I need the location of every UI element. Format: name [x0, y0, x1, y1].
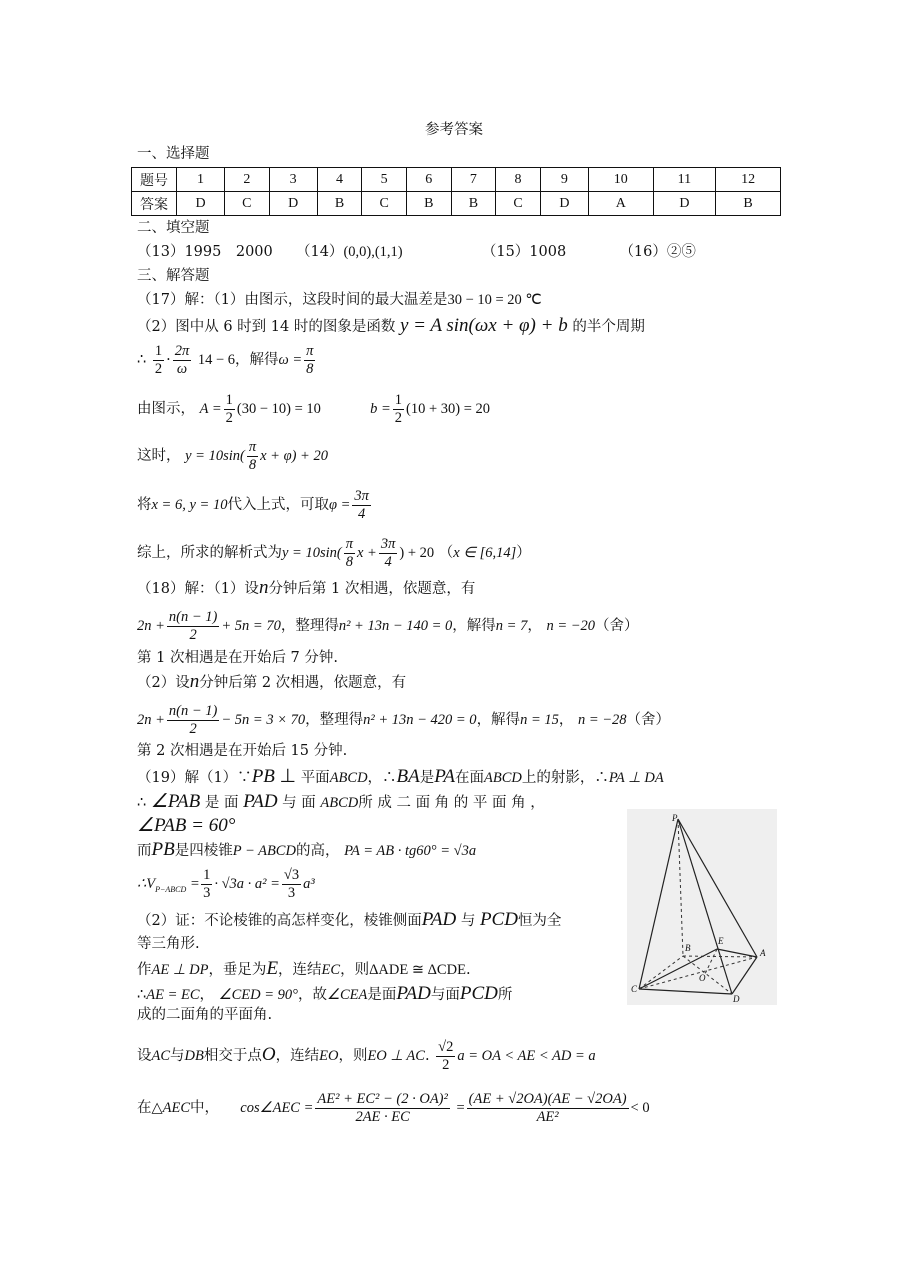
answer-13: （13）1995 2000	[137, 244, 273, 260]
p17-math: 30 − 10 = 20 ℃	[447, 292, 542, 308]
p17-text: 的半个周期	[572, 319, 645, 335]
p19-text: 而	[137, 843, 152, 859]
table-cell: 8	[496, 168, 541, 192]
p17-text: 综上，所求的解析式为	[137, 545, 282, 561]
p19-math: BA	[396, 766, 420, 787]
p19-line4	[137, 840, 476, 859]
label-e: E	[718, 936, 724, 946]
p18-text: ，整理得	[305, 712, 364, 728]
p17-math: y = 10sin(	[282, 545, 342, 561]
p17-math: ω =	[278, 352, 303, 368]
fraction	[304, 344, 315, 376]
table-cell: 6	[406, 168, 451, 192]
denominator: 2AE · EC	[355, 1108, 410, 1125]
p18-line6: 第 2 次相遇是在开始后 15 分钟.	[137, 743, 348, 759]
p19-math: · √3a · a² =	[214, 876, 280, 892]
label-c: C	[631, 984, 638, 994]
p19-math: ABCD	[329, 770, 368, 786]
p18-math: n	[258, 577, 269, 598]
numerator: n(n − 1)	[168, 703, 218, 719]
p19-line12	[137, 1092, 650, 1124]
denominator: 3	[203, 884, 211, 901]
denominator: 8	[248, 456, 257, 473]
p19-math: EO ⊥ AC	[367, 1048, 425, 1064]
fraction	[224, 393, 235, 425]
denominator: AE²	[536, 1108, 559, 1125]
numerator: 3π	[380, 536, 396, 552]
p17-line5	[137, 440, 328, 472]
p18-math: − 5n = 3 × 70	[221, 712, 306, 728]
p19-text: ，故	[297, 987, 327, 1003]
p19-text: 恒为全	[517, 913, 562, 929]
p19-math: PAD	[396, 983, 431, 1004]
p17-text: 将	[137, 497, 152, 513]
p18-math: 2n +	[137, 712, 165, 728]
perp-symbol: ⊥	[279, 766, 297, 787]
p19-text: ∴	[137, 987, 147, 1003]
answer-14-label: （14）	[295, 244, 344, 260]
p19-math: ∠PAB	[150, 791, 201, 812]
p19-line6	[137, 910, 561, 929]
table-cell: 10	[588, 168, 653, 192]
p19-text: 是 面	[204, 795, 239, 811]
p17-math: y = A sin(ωx + φ) + b	[399, 315, 568, 336]
numerator: 1	[225, 392, 233, 408]
numerator: 3π	[354, 488, 369, 504]
p19-text: 在△	[137, 1100, 163, 1116]
p17-text: （17）解：（1）由图示，这段时间的最大温差是	[137, 292, 448, 308]
p17-text: ）	[516, 545, 531, 561]
p18-text: ，	[527, 618, 542, 634]
p19-text: 的高，	[295, 843, 340, 859]
p17-text: （	[438, 545, 454, 561]
p19-text: ，∴	[367, 770, 397, 786]
p19-math: EC	[321, 962, 341, 978]
p17-math: ) + 20	[399, 545, 435, 561]
p19-text: （2）证：不论棱锥的高怎样变化，棱锥侧面	[137, 913, 422, 929]
p19-math: =	[456, 1100, 465, 1116]
denominator: 4	[358, 505, 366, 522]
fraction	[167, 704, 219, 736]
p17-text: 代入上式，可取	[227, 497, 329, 513]
fraction	[173, 344, 192, 376]
p19-text: 与面	[430, 987, 460, 1003]
p19-math: PB	[251, 766, 275, 787]
p19-line8	[137, 959, 471, 978]
p18-text: ，整理得	[280, 618, 339, 634]
p18-text: ，解得	[452, 618, 496, 634]
denominator: 2	[154, 360, 163, 377]
fraction	[247, 440, 258, 472]
p18-math: n	[189, 671, 200, 692]
p17-math: y = 10sin(	[185, 448, 245, 464]
p18-math: n = 15	[520, 712, 559, 728]
answer-table	[131, 167, 781, 216]
p19-math: PAD	[421, 909, 457, 930]
table-cell: D	[653, 192, 716, 216]
p19-text: 是四棱锥	[174, 843, 233, 859]
p19-text: 中，	[190, 1100, 220, 1116]
p19-math: PA = AB · tg60° = √3a	[344, 843, 477, 859]
fraction	[344, 537, 355, 569]
table-cell: C	[225, 192, 270, 216]
p19-math: PB	[151, 839, 175, 860]
p19-text: ，连结	[278, 962, 322, 978]
p19-line10: 成的二面角的平面角.	[137, 1007, 273, 1023]
p19-text: 作	[137, 962, 152, 978]
table-cell: B	[716, 192, 781, 216]
numerator: (AE + √2OA)(AE − √2OA)	[468, 1091, 627, 1107]
table-cell: 2	[225, 168, 270, 192]
section-heading-solve: 三、解答题	[137, 268, 210, 284]
p17-math: 14 − 6	[197, 352, 236, 368]
table-cell: 11	[653, 168, 716, 192]
p18-text: 分钟后第 2 次相遇，依题意，有	[199, 675, 407, 691]
p19-math: cos∠AEC =	[240, 1100, 314, 1116]
p19-math: AEC	[162, 1100, 191, 1116]
p19-math: a = OA < AE < AD = a	[457, 1048, 596, 1064]
p19-math: AE = EC	[146, 987, 200, 1003]
denominator: ω	[176, 360, 188, 377]
p19-math: EO	[319, 1048, 339, 1064]
p19-text: ∴	[137, 795, 147, 811]
p19-line5	[137, 868, 315, 900]
table-cell: D	[540, 192, 588, 216]
p19-math: < 0	[630, 1100, 650, 1116]
table-cell: C	[496, 192, 541, 216]
p19-text: 设	[137, 1048, 152, 1064]
section-heading-fill: 二、填空题	[137, 220, 210, 236]
table-cell: C	[362, 192, 407, 216]
p19-text: 是面	[367, 987, 397, 1003]
denominator: 3	[287, 884, 296, 901]
p19-math: ∴V	[137, 876, 156, 892]
p19-text: ，垂足为	[208, 962, 267, 978]
numerator: π	[345, 536, 353, 552]
pyramid-figure	[627, 809, 777, 1005]
numerator: n(n − 1)	[168, 609, 218, 625]
table-row-label: 题号	[132, 168, 177, 192]
denominator: 2	[394, 409, 403, 426]
table-cell: A	[588, 192, 653, 216]
fraction	[393, 393, 404, 425]
p19-line11	[137, 1040, 596, 1072]
p18-math: 2n +	[137, 618, 165, 634]
p17-math: x = 6, y = 10	[151, 497, 228, 513]
fill-answers-line	[137, 245, 696, 260]
p19-math: PA ⊥ DA	[608, 770, 664, 786]
table-cell: 4	[317, 168, 362, 192]
p18-line1	[137, 578, 475, 597]
p19-text: .	[465, 962, 471, 978]
p18-math: + 5n = 70	[221, 618, 281, 634]
p17-line1	[137, 293, 542, 308]
p18-text: （18）解：（1）设	[137, 581, 259, 597]
p19-text: 与 面	[282, 795, 316, 811]
p19-math: DB	[184, 1048, 204, 1064]
fraction	[167, 610, 219, 642]
p18-math: n = −20	[546, 618, 596, 634]
p19-text: ，则	[340, 962, 370, 978]
p17-line6	[137, 489, 373, 521]
denominator: 2	[189, 626, 197, 643]
answer-14-value: (0,0),(1,1)	[343, 244, 403, 260]
table-cell: B	[451, 192, 496, 216]
p17-math: b =	[370, 401, 391, 417]
numerator: 2π	[174, 343, 190, 359]
p18-text: 分钟后第 1 次相遇，依题意，有	[268, 581, 476, 597]
table-cell: 9	[540, 168, 588, 192]
p19-line7: 等三角形.	[137, 936, 200, 952]
denominator: 8	[306, 360, 314, 377]
p19-text: .	[424, 1048, 430, 1064]
p19-text: 相交于点	[203, 1048, 262, 1064]
p17-math: φ =	[328, 497, 351, 513]
label-b: B	[685, 943, 691, 953]
denominator: 4	[384, 553, 392, 570]
table-row-label: 答案	[132, 192, 177, 216]
p17-text: （2）图中从 6 时到 14 时的图象是函数	[137, 319, 396, 335]
p19-math: =	[190, 876, 200, 892]
p18-text: （舍）	[626, 712, 671, 728]
p18-text: （舍）	[595, 618, 639, 634]
p19-math: ∠CEA	[326, 987, 368, 1003]
fraction	[315, 1092, 449, 1124]
p19-math: PAD	[243, 791, 278, 812]
table-cell: 1	[177, 168, 225, 192]
numerator: 1	[154, 343, 163, 359]
p19-subscript: P−ABCD	[155, 884, 187, 894]
p18-text: ，解得	[476, 712, 521, 728]
p18-text: ，	[558, 712, 574, 728]
fraction	[436, 1040, 455, 1072]
section-heading-choice: 一、选择题	[137, 146, 210, 162]
fraction	[153, 344, 164, 376]
fraction	[352, 489, 371, 521]
p18-line3: 第 1 次相遇是在开始后 7 分钟.	[137, 650, 338, 666]
answer-16: （16）②⑤	[619, 244, 696, 260]
table-cell: D	[269, 192, 317, 216]
p19-line9	[137, 984, 512, 1003]
p19-math: O	[261, 1044, 276, 1065]
label-a: A	[760, 948, 766, 958]
p19-math: ΔADE ≅ ΔCDE	[369, 962, 466, 978]
fraction	[282, 868, 301, 900]
p17-math: x + φ) + 20	[260, 448, 328, 464]
p18-line2	[137, 610, 639, 642]
p19-text: 所	[497, 987, 513, 1003]
p19-line3: ∠PAB = 60°	[137, 815, 236, 836]
p19-text: 所 成 二 面 角 的 平 面 角 ，	[358, 795, 545, 811]
numerator: √3	[283, 867, 300, 883]
p17-line7	[137, 537, 531, 569]
denominator: 2	[442, 1056, 450, 1073]
numerator: π	[306, 343, 314, 359]
p18-line4	[137, 672, 406, 691]
p19-text: 平面	[300, 770, 330, 786]
label-d: D	[733, 994, 740, 1004]
p18-math: n = −28	[577, 712, 627, 728]
p19-math: ∠CED = 90°	[218, 987, 298, 1003]
p19-math: AC	[151, 1048, 171, 1064]
p19-math: ABCD	[484, 770, 522, 786]
therefore-symbol: ∴	[137, 352, 147, 368]
p17-math: x ∈ [6,14]	[453, 545, 517, 561]
p18-line5	[137, 704, 670, 736]
numerator: √2	[438, 1039, 454, 1055]
table-cell: B	[406, 192, 451, 216]
table-cell: 7	[451, 168, 496, 192]
numerator: 1	[394, 392, 403, 408]
p17-line3: ∴ $\frac{1}{2}$ · $\frac{2\pi}{\omega}$ 14 − 6，解得ω = $\frac{\pi}{8}$	[137, 343, 314, 377]
table-cell: 12	[716, 168, 781, 192]
p19-text: （19）解（1）∵	[137, 770, 252, 786]
label-p: P	[672, 813, 678, 823]
numerator: 1	[203, 867, 211, 883]
p19-line1	[137, 767, 664, 786]
p19-text: ，	[199, 987, 215, 1003]
numerator: π	[248, 439, 257, 455]
denominator: 2	[189, 720, 197, 737]
denominator: 2	[225, 409, 233, 426]
p18-math: n = 7	[495, 618, 528, 634]
p17-math: A =	[199, 401, 222, 417]
p17-math: x +	[357, 545, 377, 561]
p19-math: AE ⊥ DP	[151, 962, 209, 978]
table-cell: D	[177, 192, 225, 216]
p17-text: 这时，	[137, 448, 181, 464]
p17-text: ，解得	[235, 352, 279, 368]
fraction	[379, 537, 398, 569]
p18-math: n² + 13n − 420 = 0	[363, 712, 477, 728]
p19-math: E	[266, 958, 279, 979]
table-cell: B	[317, 192, 362, 216]
p19-text: 与	[170, 1048, 185, 1064]
p17-line4	[137, 393, 490, 425]
p19-text: 上的射影，∴	[521, 770, 609, 786]
table-row-numbers	[132, 168, 781, 192]
p17-math: (30 − 10) = 10	[236, 401, 321, 417]
denominator: 8	[345, 553, 353, 570]
p19-math: P − ABCD	[232, 843, 296, 859]
label-o: O	[699, 973, 706, 983]
p19-math: PCD	[479, 909, 518, 930]
p19-math: PCD	[459, 983, 498, 1004]
p19-text: 与	[460, 913, 476, 929]
answer-15: （15）1008	[481, 244, 567, 260]
fraction	[201, 868, 212, 900]
p17-text: 由图示，	[137, 401, 195, 417]
p17-math: (10 + 30) = 20	[406, 401, 491, 417]
table-cell: 3	[269, 168, 317, 192]
p19-text: ，连结	[275, 1048, 320, 1064]
table-row-answers	[132, 192, 781, 216]
p18-text: （2）设	[137, 675, 190, 691]
fraction	[467, 1092, 629, 1124]
p19-line2	[137, 792, 545, 811]
p19-math: ABCD	[320, 795, 359, 811]
numerator: AE² + EC² − (2 · OA)²	[317, 1091, 448, 1107]
p18-math: n² + 13n − 140 = 0	[338, 618, 453, 634]
p19-text: ，则	[338, 1048, 368, 1064]
table-cell: 5	[362, 168, 407, 192]
p19-math: a³	[303, 876, 315, 892]
p19-math: PA	[434, 766, 456, 787]
p17-line2	[137, 316, 645, 335]
p19-text: 在面	[455, 770, 485, 786]
p19-text: 是	[419, 770, 435, 786]
page-title: 参考答案	[425, 122, 483, 138]
